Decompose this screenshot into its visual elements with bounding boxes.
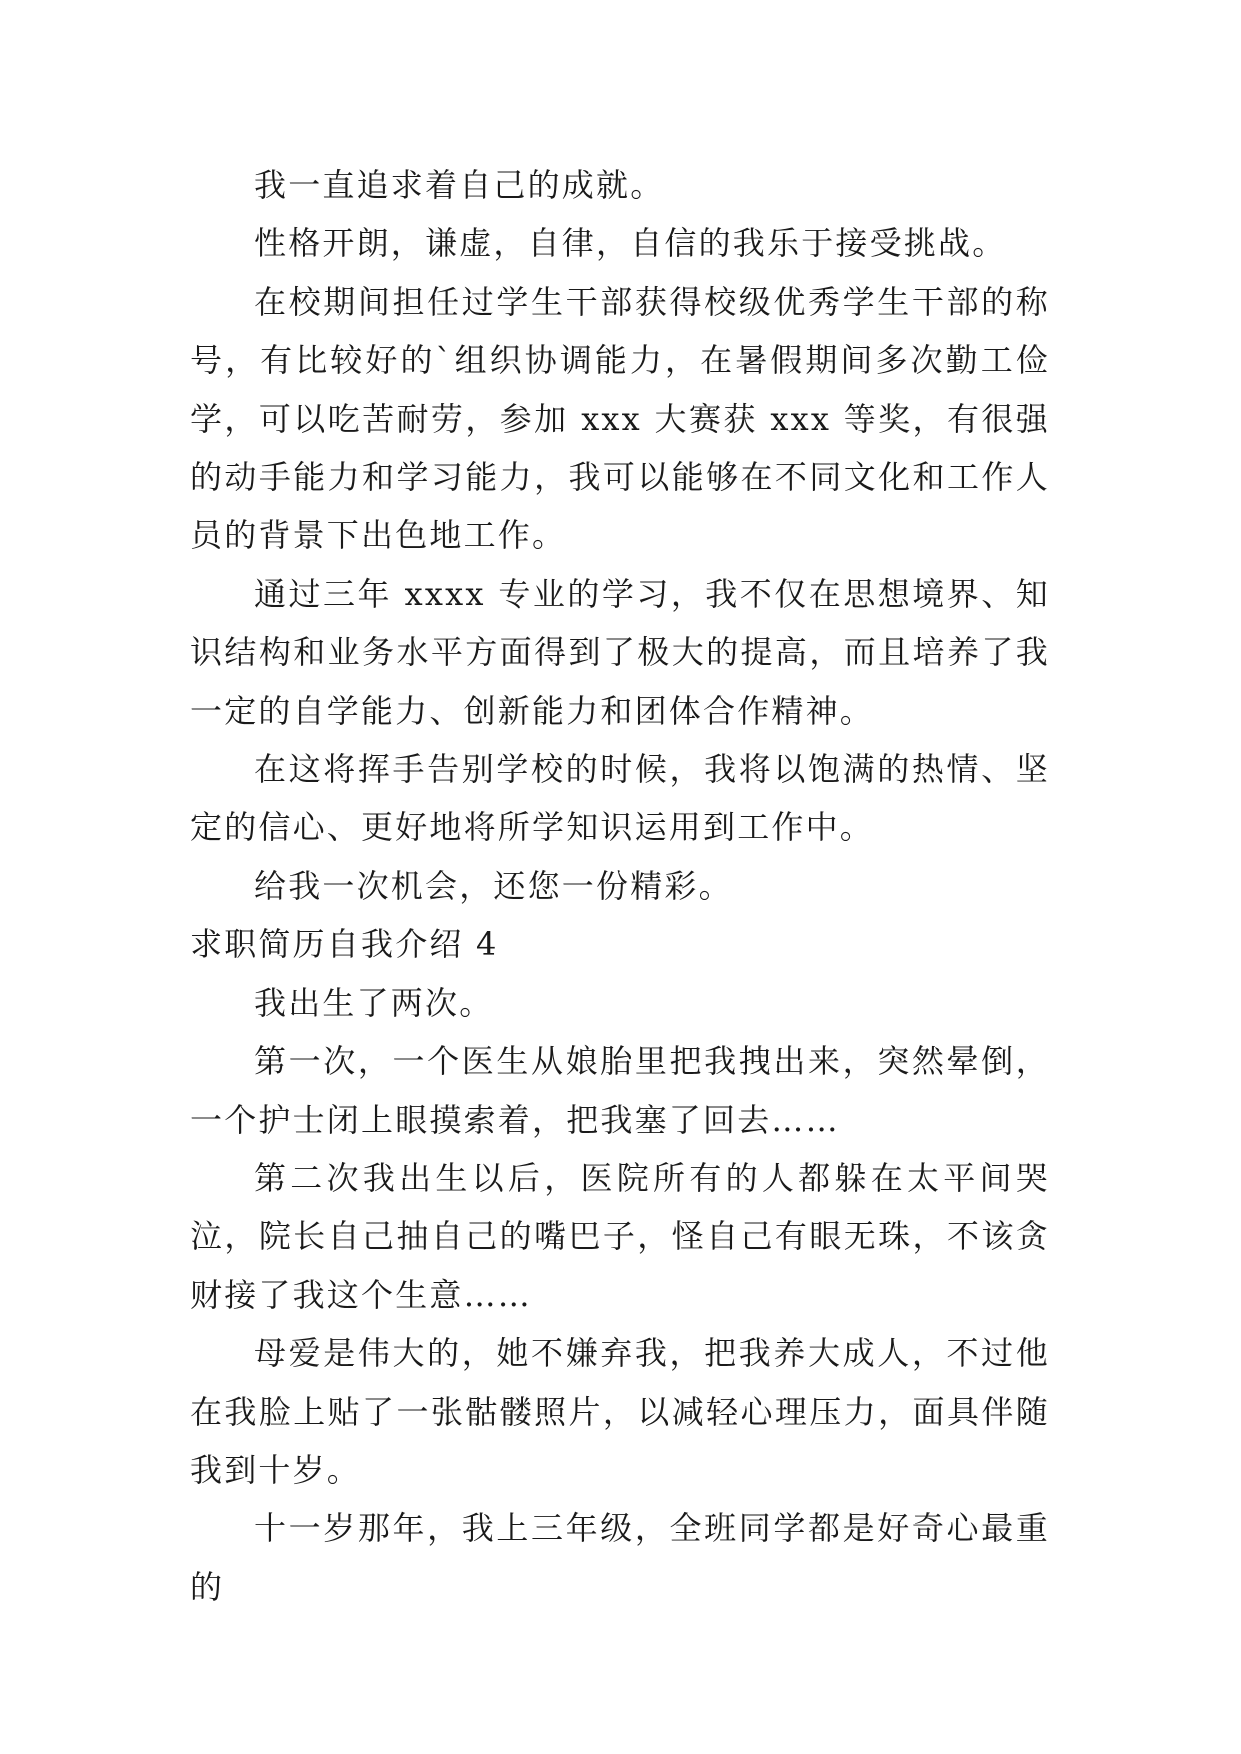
paragraph-born-twice: 我出生了两次。 (254, 983, 494, 1022)
paragraph-first-birth: 第一次，一个医生从娘胎里把我拽出来，突然晕倒，一个护士闭上眼摸索着，把我塞了回去…… (190, 1042, 1050, 1139)
section-title: 求职简历自我介绍 4 (190, 925, 499, 964)
paragraph-mother-love: 母爱是伟大的，她不嫌弃我，把我养大成人，不过他在我脸上贴了一张骷髅照片，以减轻心理压力，面具伴随我到十岁。 (190, 1334, 1050, 1489)
document-body (190, 156, 1050, 1616)
paragraph-opportunity: 给我一次机会，还您一份精彩。 (254, 866, 733, 905)
paragraph-achievement: 我一直追求着自己的成就。 (254, 166, 665, 204)
paragraph-age-eleven: 十一岁那年，我上三年级，全班同学都是好奇心最重的 (190, 1509, 1050, 1606)
paragraph-study: 通过三年 xxxx 专业的学习，我不仅在思想境界、知识结构和业务水平方面得到了极大的提高，而且培养了我一定的自学能力、创新能力和团体合作精神。 (190, 574, 1050, 730)
paragraph-farewell: 在这将挥手告别学校的时候，我将以饱满的热情、坚定的信心、更好地将所学知识运用到工作中。 (190, 750, 1050, 847)
paragraph-second-birth: 第二次我出生以后，医院所有的人都躲在太平间哭泣，院长自己抽自己的嘴巴子，怪自己有眼无珠，不该贪财接了我这个生意…… (190, 1158, 1050, 1314)
paragraph-school-experience: 在校期间担任过学生干部获得校级优秀学生干部的称号，有比较好的`组织协调能力，在暑假期间多次勤工俭学，可以吃苦耐劳，参加 xxx 大赛获 xxx 等奖，有很强的动手能力和学习能力，我可以能够在不同文化和工作人员的背景下出色地工作。 (190, 282, 1050, 555)
paragraph-personality: 性格开朗，谦虚，自律，自信的我乐于接受挑战。 (254, 224, 1007, 263)
